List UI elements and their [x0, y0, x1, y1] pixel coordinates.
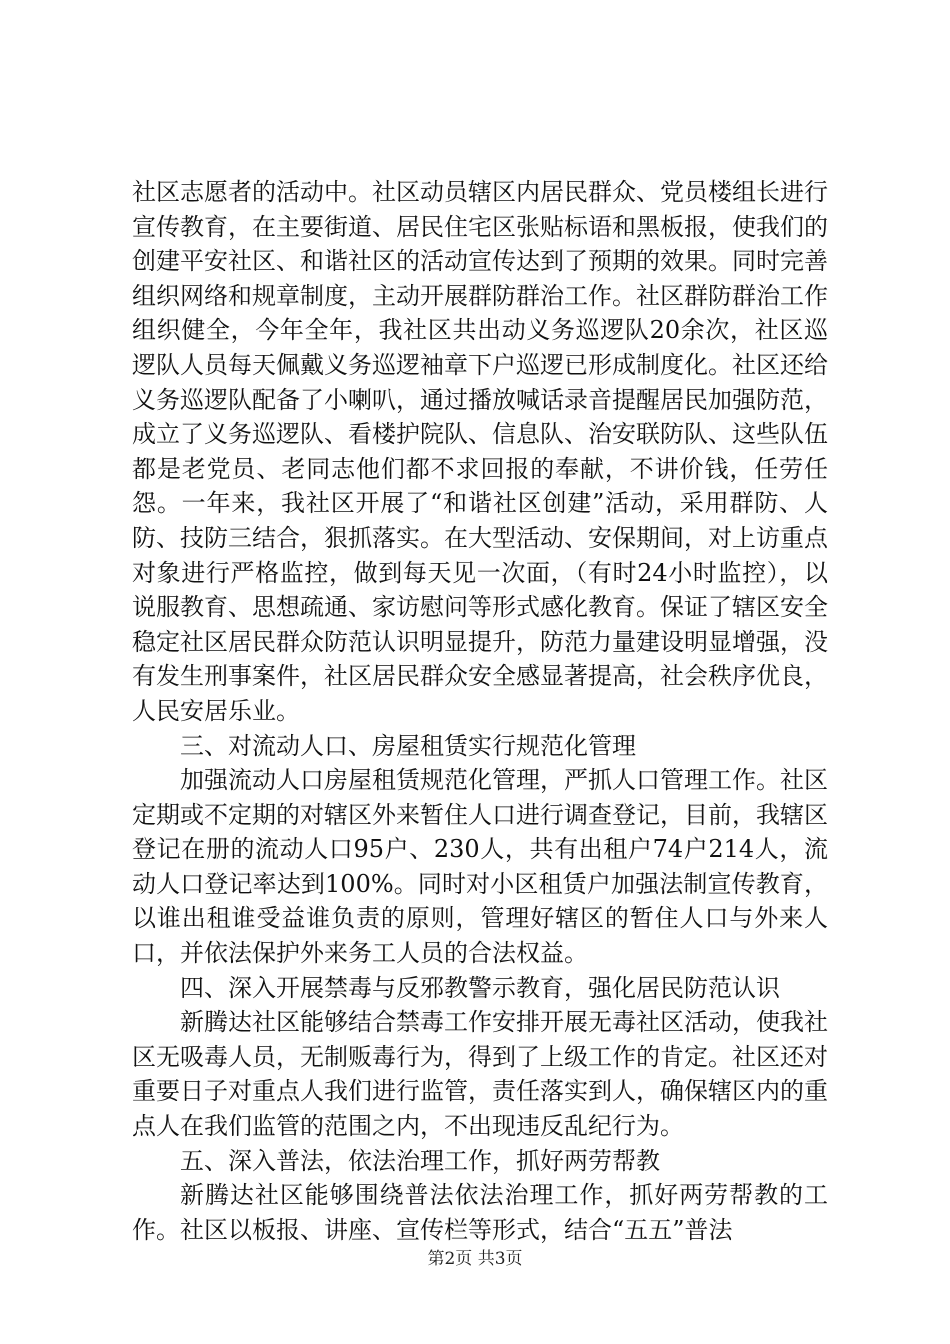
paragraph-legal-education: 新腾达社区能够围绕普法依法治理工作，抓好两劳帮教的工作。社区以板报、讲座、宣传栏等形式，结合“五五”普法 — [132, 1181, 828, 1244]
document-body — [132, 175, 828, 1247]
paragraph-anti-drug: 新腾达社区能够结合禁毒工作安排开展无毒社区活动，使我社区无吸毒人员，无制贩毒行为，得到了上级工作的肯定。社区还对重要日子对重点人我们进行监管，责任落实到人，确保辖区内的重点人在我们监管的范围之内，不出现违反乱纪行为。 — [132, 1008, 828, 1141]
section-heading-3: 三、对流动人口、房屋租赁实行规范化管理 — [180, 731, 636, 760]
page-footer: 第2页 共3页 — [427, 1249, 523, 1269]
paragraph-floating-population: 加强流动人口房屋租赁规范化管理，严抓人口管理工作。社区定期或不定期的对辖区外来暂住人口进行调查登记，目前，我辖区登记在册的流动人口95户、230人，共有出租户74户214人，流动人口登记率达到100%。同时对小区租赁户加强法制宣传教育，以谁出租谁受益谁负责的原则，管理好辖区的暂住人口与外来人口，并依法保护外来务工人员的合法权益。 — [132, 766, 828, 968]
section-heading-4: 四、深入开展禁毒与反邪教警示教育，强化居民防范认识 — [180, 973, 780, 1002]
section-heading-5: 五、深入普法，依法治理工作，抓好两劳帮教 — [180, 1146, 660, 1175]
paragraph-continuation: 社区志愿者的活动中。社区动员辖区内居民群众、党员楼组长进行宣传教育，在主要街道、居民住宅区张贴标语和黑板报，使我们的创建平安社区、和谐社区的活动宣传达到了预期的效果。同时完善组织网络和规章制度，主动开展群防群治工作。社区群防群治工作组织健全，今年全年，我社区共出动义务巡逻队20余次，社区巡逻队人员每天佩戴义务巡逻袖章下户巡逻已形成制度化。社区还给义务巡逻队配备了小喇叭，通过播放喊话录音提醒居民加强防范，成立了义务巡逻队、看楼护院队、信息队、治安联防队、这些队伍都是老党员、老同志他们都不求回报的奉献，不讲价钱，任劳任怨。一年来，我社区开展了“和谐社区创建”活动，采用群防、人防、技防三结合，狠抓落实。在大型活动、安保期间，对上访重点对象进行严格监控，做到每天见一次面，（有时24小时监控），以说服教育、思想疏通、家访慰问等形式感化教育。保证了辖区安全稳定社区居民群众防范认识明显提升，防范力量建设明显增强，没有发生刑事案件，社区居民群众安全感显著提高，社会秩序优良，人民安居乐业。 — [132, 178, 828, 725]
